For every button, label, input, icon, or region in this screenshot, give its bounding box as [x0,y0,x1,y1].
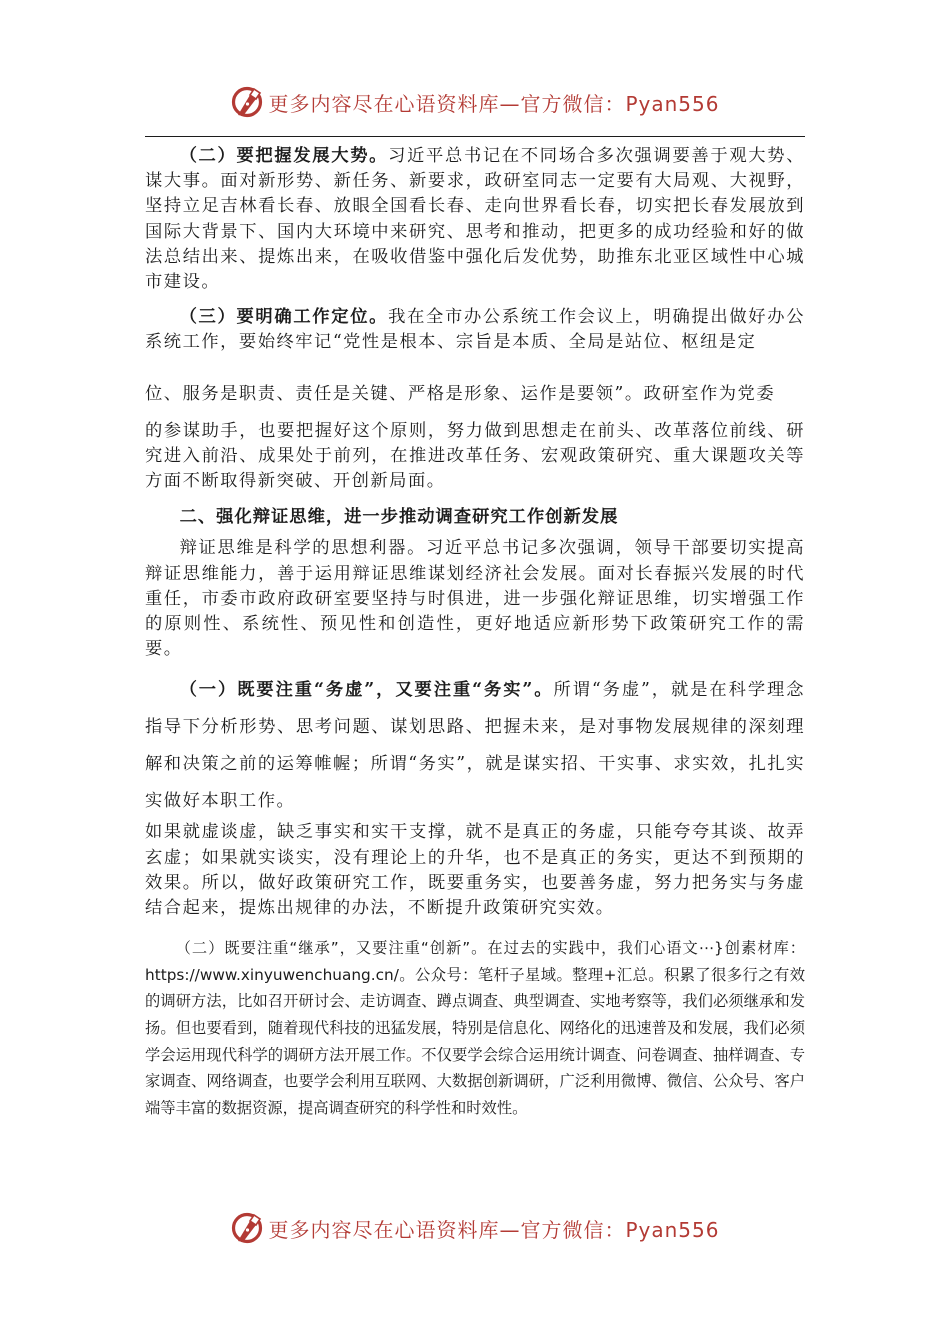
pen-nib-logo-icon [230,85,264,119]
paragraph-theory-practice [145,672,805,820]
document-body [145,144,805,1121]
paragraph-work-position [145,305,805,355]
header-banner [0,82,950,122]
paragraph-inherit-innovate: （二）既要注重“继承”，又要注重“创新”。在过去的实践中，我们心语文⋯}创素材库：https://www.xinyuwenchuang.cn/。公众号：笔杆子星域。整理+汇总。积累了很多行之有效的调研方法，比如召开研讨会、走访调查、蹲点调查、典型调查、实地考察等，我们必须继承和发扬。但也要看到，随着现代科技的迅猛发展，特别是信息化、网络化的迅速普及和发展，我们必须学会运用现代科学的调研方法开展工作。不仅要学会综合运用统计调查、问卷调查、抽样调查、专家调查、网络调查，也要学会利用互联网、大数据创新调研，广泛利用微博、微信、公众号、客户端等丰富的数据资源，提高调查研究的科学性和时效性。 [145,939,805,1117]
section-heading: 二、强化辩证思维，进一步推动调查研究工作创新发展 [179,507,619,528]
paragraph-dialectical-thinking: 辩证思维是科学的思想利器。习近平总书记多次强调，领导干部要切实提高辩证思维能力，善于运用辩证思维谋划经济社会发展。面对长春振兴发展的时代重任，市委市政府政研室要坚持与时俱进，进一步强化辩证思维，切实增强工作的原则性、系统性、预见性和创造性，更好地适应新形势下政策研究工作的需要。 [145,538,805,660]
paragraph-continuation: 的参谋助手，也要把握好这个原则，努力做到思想走在前头、改革落位前线、研究进入前沿、成果处于前列，在推进改革任务、宏观政策研究、重大课题攻关等方面不断取得新突破、开创新局面。 [145,420,805,492]
paragraph-continuation: 如果就虚谈虚，缺乏事实和实干支撑，就不是真正的务虚，只能夸夸其谈、故弄玄虚；如果就实谈实，没有理论上的升华，也不是真正的务实，更达不到预期的效果。所以，做好政策研究工作，既要重务实，也要善务虚，努力把务实与务虚结合起来，提炼出规律的办法，不断提升政策研究实效。 [145,822,805,919]
paragraph-continuation: 位、服务是职责、责任是关键、严格是形象、运作是要领”。政研室作为党委 [145,383,776,404]
paragraph-lead: （三）要明确工作定位。 [179,307,389,328]
paragraph-lead: （一）既要注重“务虚”，又要注重“务实”。 [179,680,554,701]
paragraph-lead: （二）要把握发展大势。 [179,146,389,166]
paragraph-text: 所谓“务虚”，就是在科学理念指导下分析形势、思考问题、谋划思路、把握未来，是对事物发展规律的深刻理解和决策之前的运筹帷幄；所谓“务实”，就是谋实招、干实事、求实效，扎扎实实做好本职工作。 [145,680,806,812]
banner-text: 更多内容尽在心语资料库—官方微信：Pyan556 [268,91,720,116]
banner-text: 更多内容尽在心语资料库—官方微信：Pyan556 [268,1217,720,1242]
paragraph-text: 我在全市办公系统工作会议上，明确提出做好办公系统工作，要始终牢记“党性是根本、宗旨是本质、全局是站位、枢纽是定 [145,307,805,353]
footer-banner [0,1208,950,1248]
header-divider [145,136,805,137]
paragraph-text: 习近平总书记在不同场合多次强调要善于观大势、谋大事。面对新形势、新任务、新要求，政研室同志一定要有大局观、大视野，坚持立足吉林看长春、放眼全国看长春、走向世界看长春，切实把长春发展放到国际大背景下、国内大环境中来研究、思考和推动，把更多的成功经验和好的做法总结出来、提炼出来，在吸收借鉴中强化后发优势，助推东北亚区域性中心城市建设。 [145,146,805,293]
paragraph-grasp-trend [145,144,805,295]
pen-nib-logo-icon [230,1211,264,1245]
